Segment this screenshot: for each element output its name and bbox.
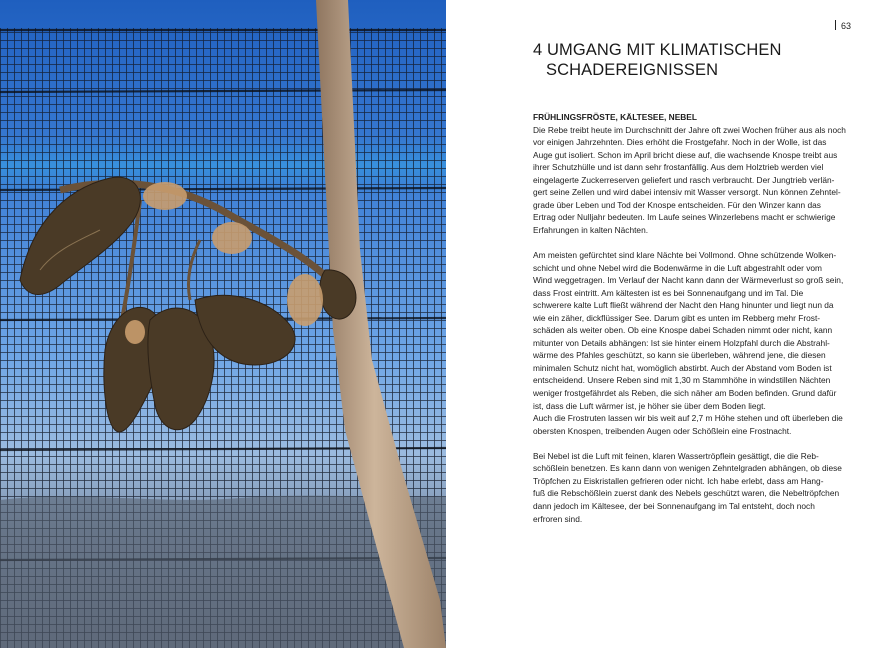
paragraph-line: weniger frostgefährdet als Reben, die sich näher am Boden befinden. Grund dafür — [533, 388, 837, 399]
paragraph-1 — [533, 124, 851, 237]
chapter-title-line-2: SCHADEREIGNISSEN — [546, 61, 719, 79]
paragraph-line: schicht und ohne Nebel wird die Bodenwärme in die Luft abgestrahlt oder vom — [533, 262, 822, 273]
paragraph-line: eingelagerte Zuckerreserven geliefert und rasch verbraucht. Der Jungtrieb verlän- — [533, 174, 835, 185]
paragraph-line: erfroren sind. — [533, 513, 583, 524]
paragraph-line: Erfahrungen in kalten Nächten. — [533, 224, 649, 235]
paragraph-line: Die Rebe treibt heute im Durchschnitt der Jahre oft zwei Wochen früher aus als noch — [533, 124, 846, 135]
paragraph-line: Ertrag oder Nulljahr bedeuten. Im Laufe seines Winzerlebens macht er schwierige — [533, 212, 836, 223]
paragraph-line: Am meisten gefürchtet sind klare Nächte bei Vollmond. Ohne schützende Wolken- — [533, 250, 837, 261]
page-number-value: 63 — [841, 21, 852, 31]
section-heading: FRÜHLINGSFRÖSTE, KÄLTESEE, NEBEL — [533, 112, 697, 122]
paragraph-line: Tröpfchen zu Eiskristallen gefrieren oder nicht. Ich habe erlebt, dass am Hang- — [533, 475, 824, 486]
chapter-title — [533, 40, 863, 80]
paragraph-line: gert seine Zellen und wird dabei intensiv mit Wasser versorgt. Nun können Zehntel- — [533, 187, 841, 198]
body-text — [533, 111, 851, 525]
paragraph-line: vor einigen Jahrzehnten. Dies erhöht die Frostgefahr. Noch in der Wolle, ist das — [533, 137, 827, 148]
paragraph-line: mitunter von Details abhängen: Ist sie hinter einem Holzpfahl durch die Abstrahl- — [533, 337, 830, 348]
paragraph-line: fuß die Rebschößlein zuerst dank des Nebels geschützt waren, die Nebeltröpfchen — [533, 488, 840, 499]
page-number — [835, 19, 879, 33]
text-page — [446, 0, 893, 648]
paragraph-line: Auge gut isoliert. Schon im April bricht diese auf, die wachsende Knospe treibt aus — [533, 149, 838, 160]
paragraph-line: Bei Nebel ist die Luft mit feinen, klaren Wassertröpflein gesättigt, die die Reb- — [533, 450, 819, 461]
paragraph-line: Auch die Frostruten lassen wir bis weit auf 2,7 m Höhe stehen und oft überleben die — [533, 413, 843, 424]
paragraph-line: ist, dass die Luft wärmer ist, je höher sie über dem Boden liegt. — [533, 400, 766, 411]
paragraph-line: dann jedoch im Kältesee, der bei Sonnenaufgang im Tal entsteht, doch noch — [533, 500, 815, 511]
paragraph-2 — [533, 249, 851, 437]
paragraph-line: wärme des Pfahles geschützt, so kann sie überleben, während jene, die diesen — [533, 350, 826, 361]
paragraph-line: Wind weggetragen. Im Verlauf der Nacht kann dann der Wärmeverlust so groß sein, — [533, 275, 844, 286]
paragraph-line: grade über Leben und Tod der Knospe entscheiden. Für den Winzer kann das — [533, 199, 821, 210]
paragraph-line: schößlein benetzen. Es kann dann von wenigen Zehntelgraden abhängen, ob diese — [533, 463, 842, 474]
paragraph-line: wie ein zäher, dickflüssiger See. Darum gibt es unten im Rebberg mehr Frost- — [533, 312, 821, 323]
paragraph-line: ihrer Schutzhülle und ist dann sehr frostanfällig. Aus dem Holztrieb werden viel — [533, 162, 824, 173]
paragraph-line: obersten Knospen, treibenden Augen oder Schößlein eine Frostnacht. — [533, 425, 792, 436]
paragraph-line: dass Frost eintritt. Am kältesten ist es bei Sonnenaufgang und im Tal. Die — [533, 287, 804, 298]
paragraph-line: schwerere kalte Luft fließt während der Nacht den Hang hinunter und liegt nun da — [533, 300, 834, 311]
page-number-bar — [835, 20, 836, 30]
paragraph-line: entscheidend. Unsere Reben sind mit 1,30 m Stammhöhe in windstillen Nächten — [533, 375, 831, 386]
paragraph-line: schäden als weiter oben. Ob eine Knospe dabei Schaden nimmt oder nicht, kann — [533, 325, 833, 336]
frost-damaged-vine-photo — [0, 0, 446, 648]
paragraph-3 — [533, 450, 851, 525]
paragraph-line: minimalen Schutz nicht hat, womöglich abstirbt. Auch der Abstand vom Boden ist — [533, 362, 832, 373]
photo-illustration — [0, 0, 446, 648]
chapter-title-line-1: 4 UMGANG MIT KLIMATISCHEN — [533, 41, 782, 59]
